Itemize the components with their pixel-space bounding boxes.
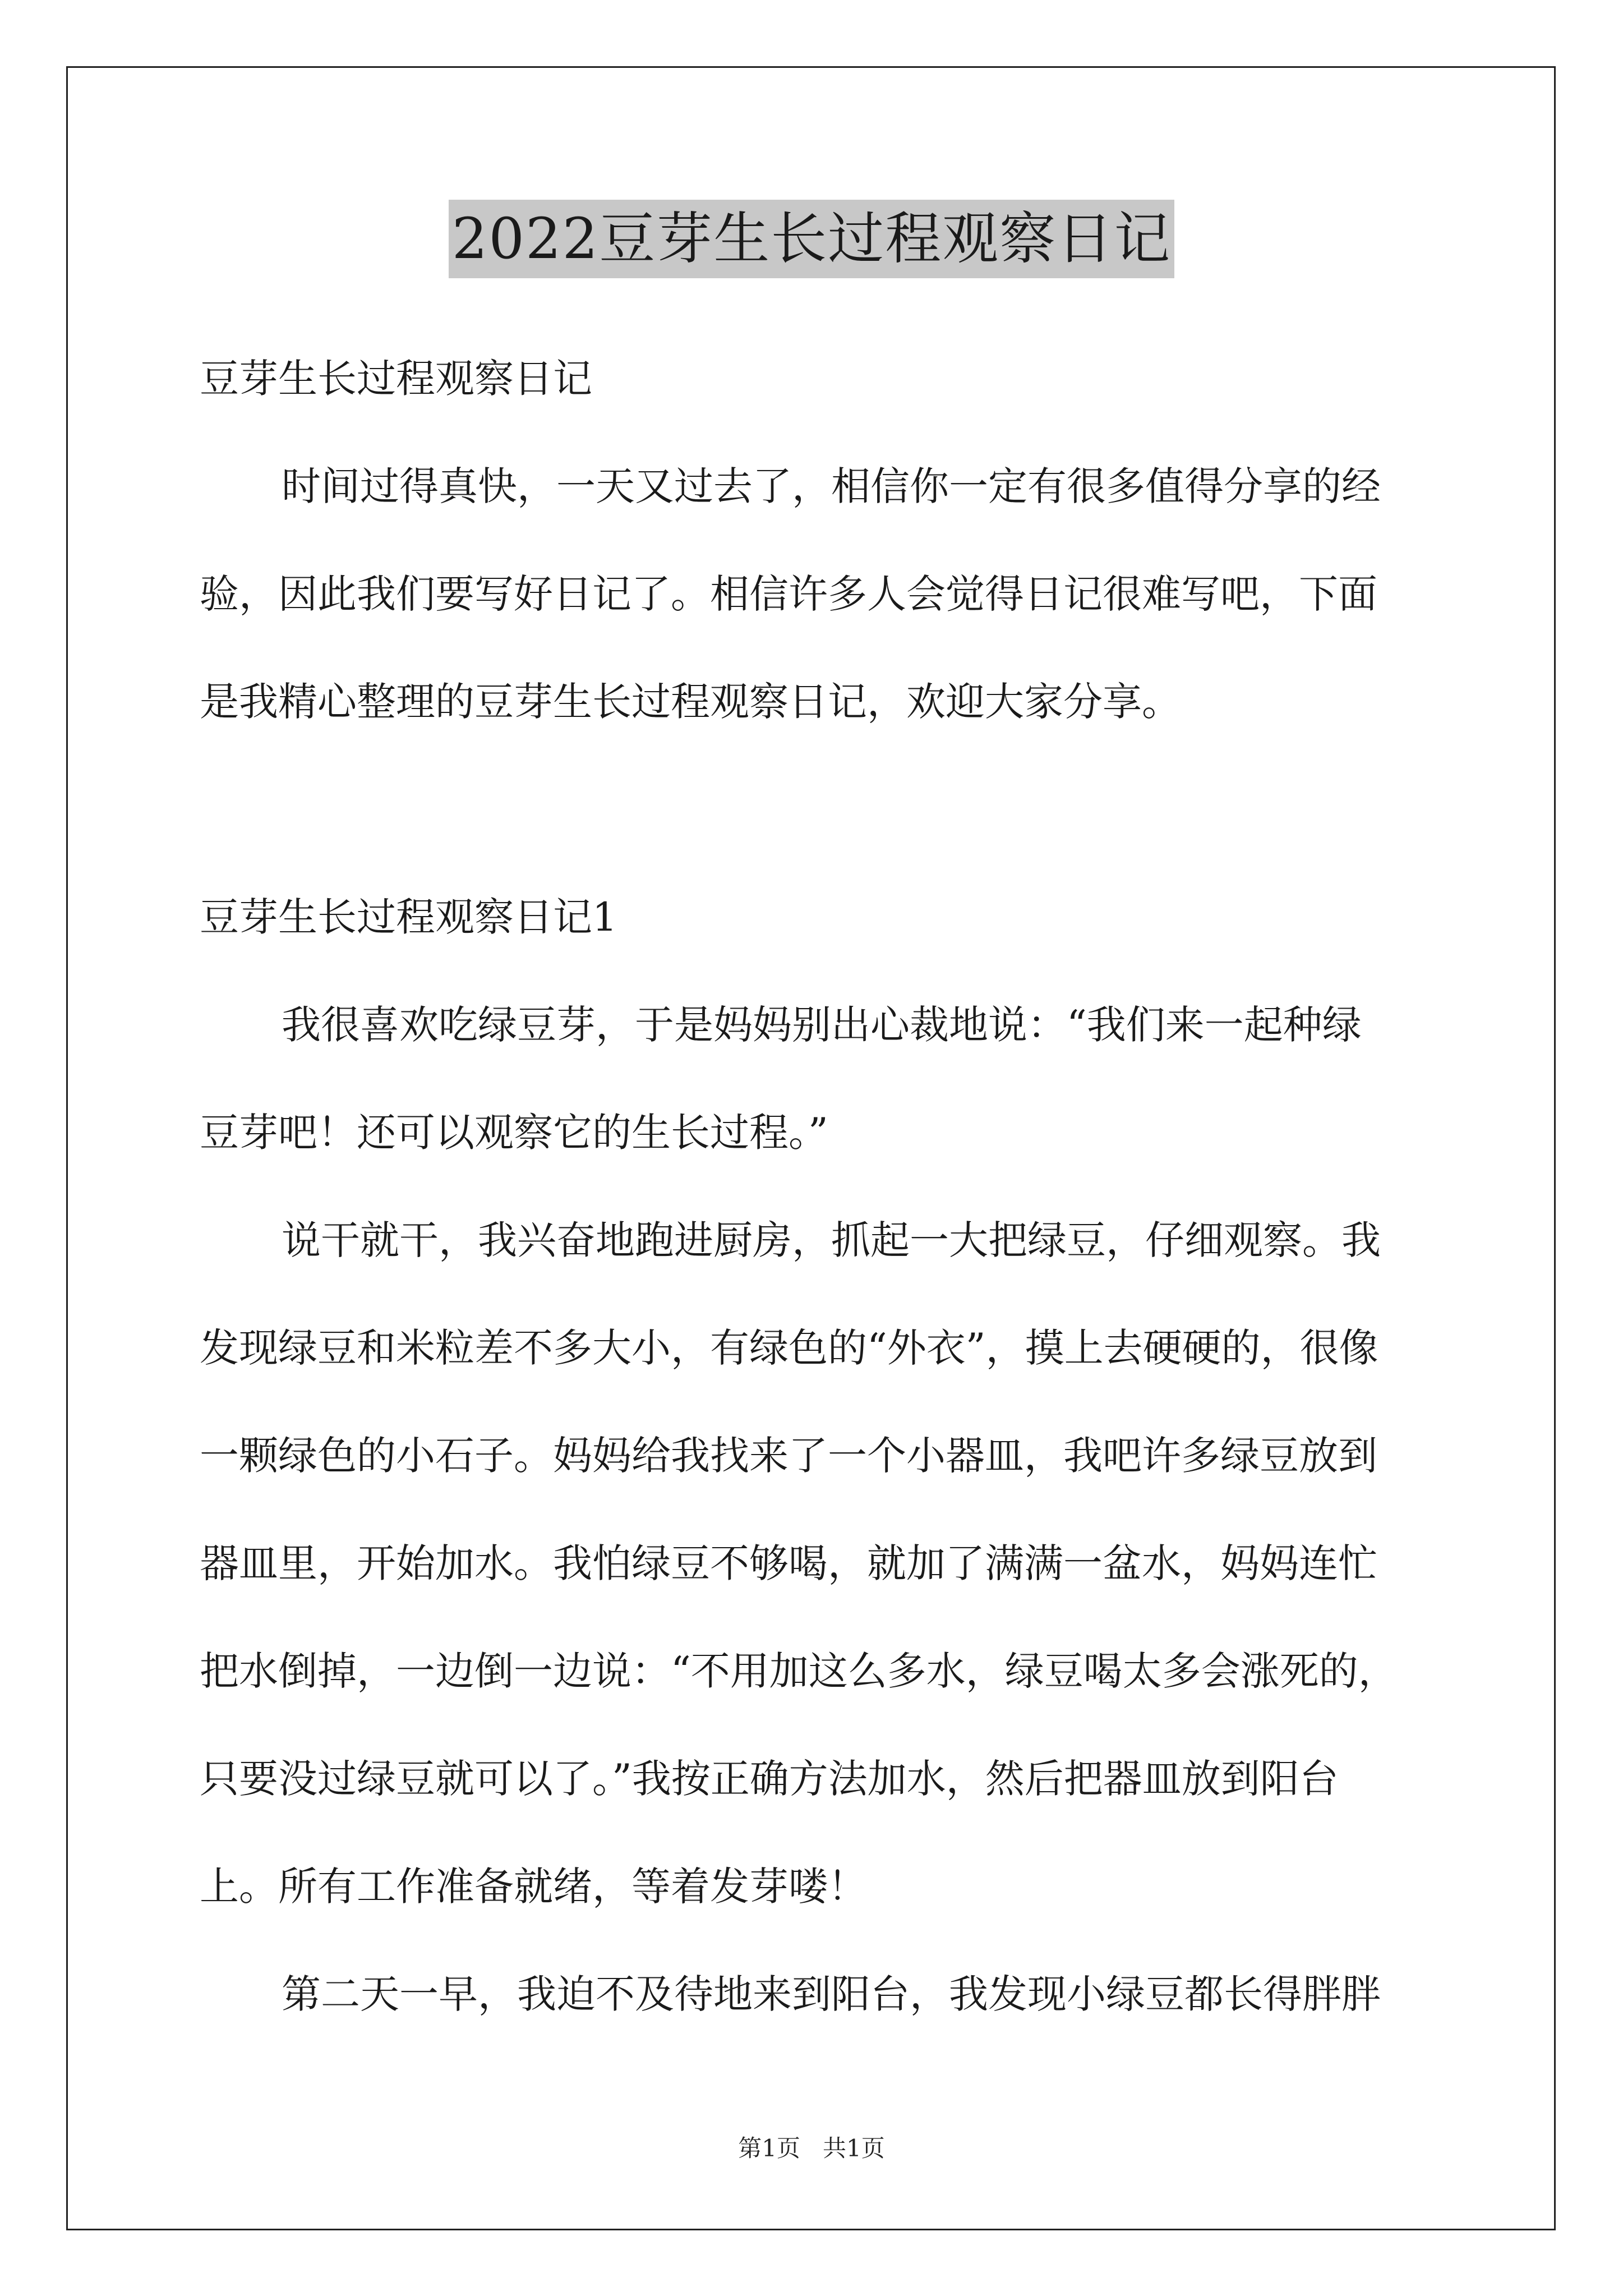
paragraph-line: 是我精心整理的豆芽生长过程观察日记，欢迎大家分享。 — [200, 679, 1181, 725]
paragraph-line: 只要没过绿豆就可以了。”我按正确方法加水，然后把器皿放到阳台 — [200, 1756, 1339, 1802]
paragraph-line: 时间过得真快，一天又过去了，相信你一定有很多值得分享的经 — [282, 463, 1381, 509]
paragraph-line: 豆芽吧！还可以观察它的生长过程。” — [200, 1110, 828, 1156]
paragraph-line: 发现绿豆和米粒差不多大小，有绿色的“外衣”，摸上去硬硬的，很像 — [200, 1325, 1378, 1371]
section-heading: 豆芽生长过程观察日记1 — [200, 894, 617, 940]
paragraph-line: 我很喜欢吃绿豆芽，于是妈妈别出心裁地说：“我们来一起种绿 — [282, 1002, 1362, 1048]
paragraph-line: 一颗绿色的小石子。妈妈给我找来了一个小器皿，我吧许多绿豆放到 — [200, 1433, 1377, 1479]
title-container — [0, 200, 1623, 278]
paragraph-line: 上。所有工作准备就绪，等着发芽喽！ — [200, 1864, 867, 1910]
page-footer: 第1页 共1页 — [738, 2134, 885, 2162]
paragraph-line: 第二天一早，我迫不及待地来到阳台，我发现小绿豆都长得胖胖 — [282, 1971, 1381, 2017]
document-body — [200, 342, 1422, 2065]
paragraph-line: 把水倒掉，一边倒一边说：“不用加这么多水，绿豆喝太多会涨死的， — [200, 1648, 1398, 1694]
document-title: 2022豆芽生长过程观察日记 — [449, 200, 1175, 278]
paragraph-line: 说干就干，我兴奋地跑进厨房，抓起一大把绿豆，仔细观察。我 — [282, 1217, 1381, 1263]
paragraph-line: 器皿里，开始加水。我怕绿豆不够喝，就加了满满一盆水，妈妈连忙 — [200, 1540, 1377, 1586]
spacer — [200, 773, 1422, 881]
subheading: 豆芽生长过程观察日记 — [200, 356, 592, 402]
paragraph-line: 验，因此我们要写好日记了。相信许多人会觉得日记很难写吧，下面 — [200, 571, 1377, 617]
